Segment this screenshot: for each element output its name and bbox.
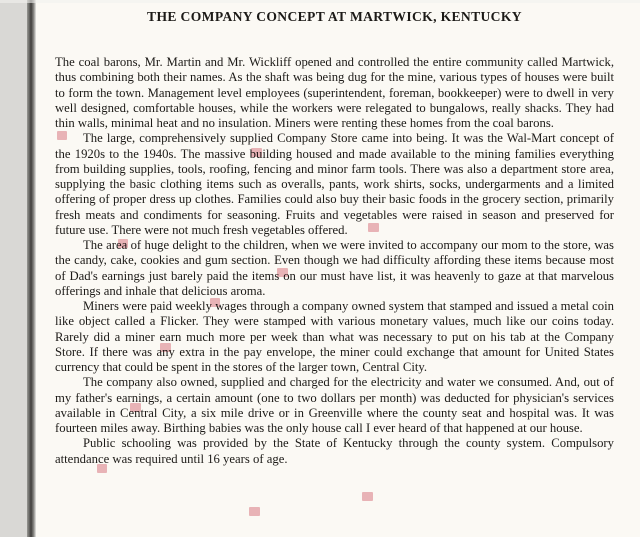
scanner-glass-highlight: [0, 0, 640, 3]
red-ink-scan-speck: [130, 403, 141, 412]
paragraph: The coal barons, Mr. Martin and Mr. Wickliff opened and controlled the entire community called Martwick, thus combining both their names. As the shaft was being dug for the mine, various types of houses were built to form the town. Management level employees (superintendent, foreman, bookkeeper) were to dwell in very well designed, comfortable houses, while the workers were relegated to bungalows, really shacks. They had thin walls, minimal heat and no insulation. Miners were renting these homes from the coal barons.: [55, 55, 614, 130]
paragraph: The company also owned, supplied and charged for the electricity and water we consumed. And, out of my father's earnings, a certain amount (one to two dollars per month) was deducted for physician's services available in Central City, a six mile drive or in Greenville where the county seat and hospital was. It was fourteen miles away. Birthing babies was the only house call I ever heard of that happened at our house.: [55, 375, 614, 435]
scanner-bed-edge: [0, 0, 29, 537]
red-ink-scan-speck: [251, 148, 262, 157]
document-title: THE COMPANY CONCEPT AT MARTWICK, KENTUCKY: [147, 9, 522, 24]
red-ink-scan-speck: [57, 131, 67, 140]
paragraph: The area of huge delight to the children, when we were invited to accompany our mom to the store, was the candy, cake, cookies and gum section. Even though we had difficulty affording these items because most of Dad's earnings just barely paid the items on our must have list, it was heavenly to gaze at that marvelous offerings and inhale that delicious aroma.: [55, 238, 614, 298]
red-ink-scan-speck: [249, 507, 260, 516]
page-edge-shadow: [27, 0, 36, 537]
document-page: [36, 0, 640, 537]
paragraph: The large, comprehensively supplied Company Store came into being. It was the Wal-Mart concept of the 1920s to the 1940s. The massive building housed and made available to the mining families everything from building supplies, tools, roofing, fencing and minor farm tools. There was also a department store area, supplying the basic clothing items such as overalls, pants, work shirts, socks, undergarments and a limited offering of proper dress up clothes. Families could also buy their basic foods in the grocery section, primarily fresh meats and condiments for seasoning. Fruits and vegetables were raised in season and preserved for future use. There were not much fresh vegetables offered.: [55, 131, 614, 237]
paragraph: Miners were paid weekly wages through a company owned system that stamped and issued a metal coin like object called a Flicker. They were stamped with various monetary values, much like our coins today. Rarely did a miner earn much more per week than what was necessary to put on his tab at the Company Store. If there was any extra in the pay envelope, the miner could exchange that amount for United States currency that could be spent in the stores of the larger town, Central City.: [55, 299, 614, 374]
red-ink-scan-speck: [118, 239, 128, 248]
red-ink-scan-speck: [210, 298, 220, 307]
red-ink-scan-speck: [362, 492, 373, 501]
red-ink-scan-speck: [160, 343, 171, 352]
red-ink-scan-speck: [368, 223, 379, 232]
red-ink-scan-speck: [277, 268, 288, 277]
red-ink-scan-speck: [97, 464, 107, 473]
paragraph: Public schooling was provided by the State of Kentucky through the county system. Compulsory attendance was required until 16 years of age.: [55, 436, 614, 466]
